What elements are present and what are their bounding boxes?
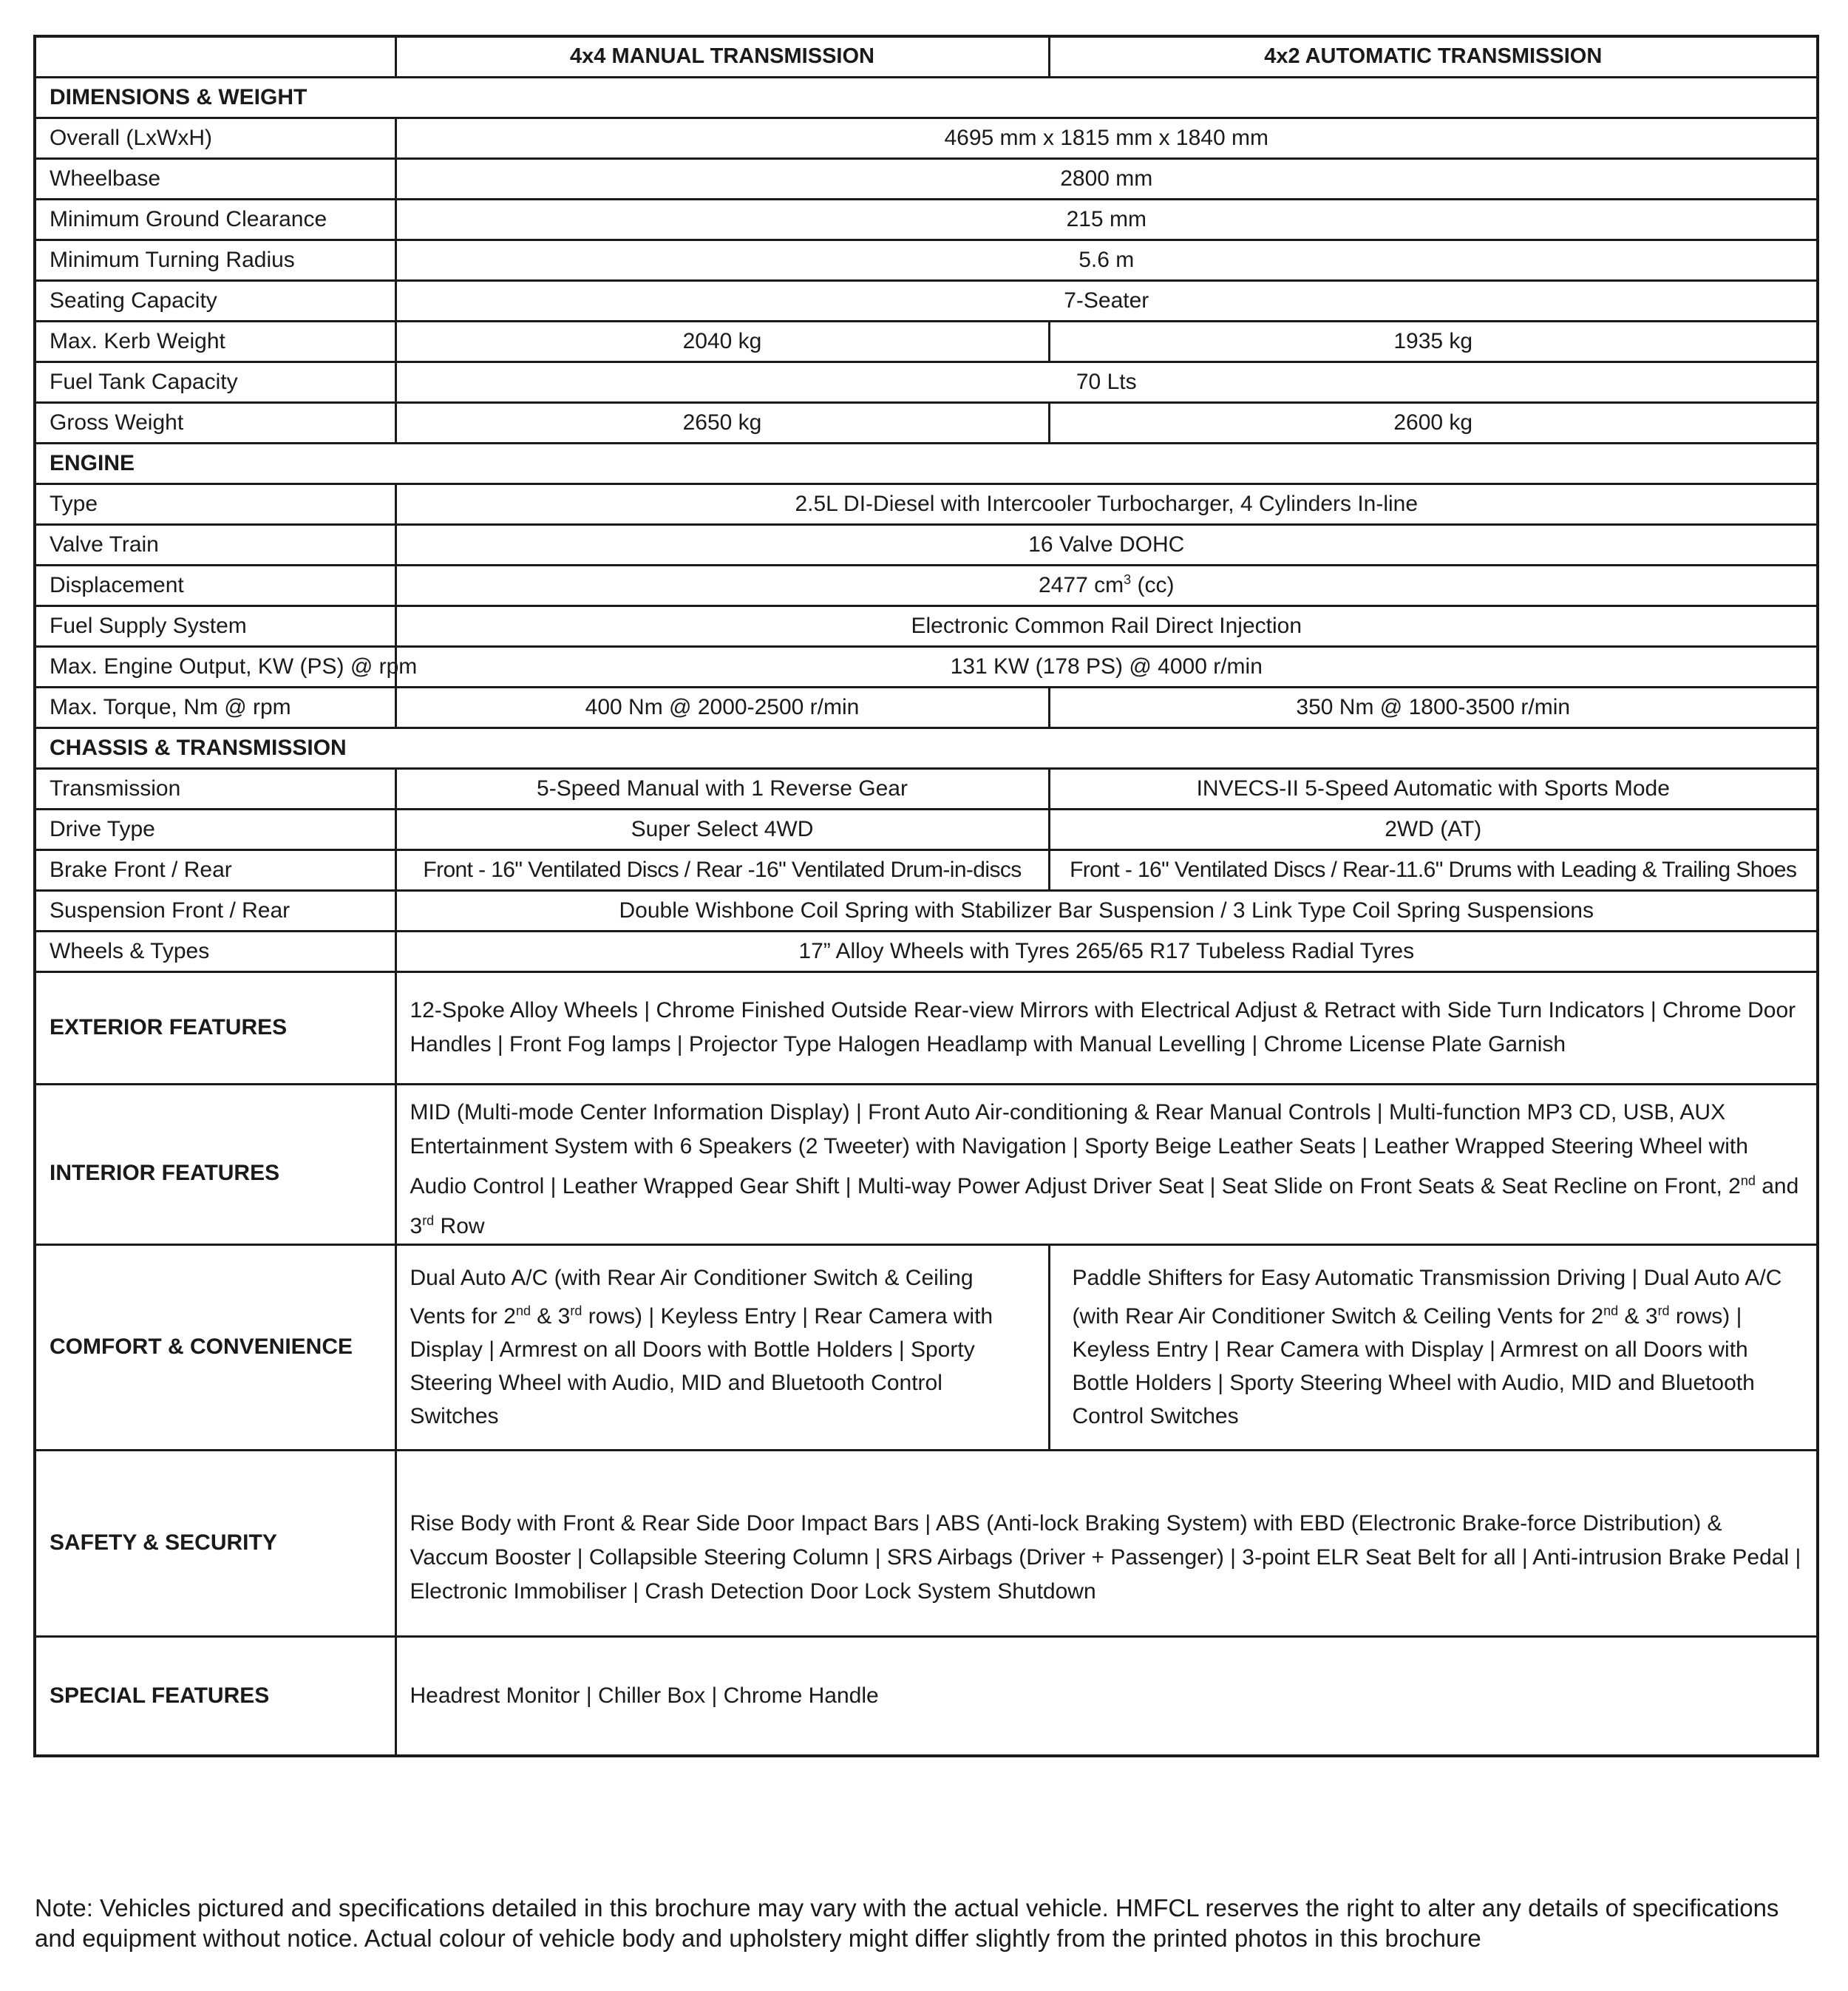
row-value: 2800 mm [395,158,1818,199]
comfort-text-part: & 3 [1618,1304,1658,1329]
row-label: Wheelbase [35,158,395,199]
safety-features-text: Rise Body with Front & Rear Side Door Impact Bars | ABS (Anti-lock Braking System) with EBD (Electronic Brake-force Distribution) & Vaccum Booster | Collapsible Steering Column | SRS Airbags (Driver + Passenger) | 3-point ELR Seat Belt for all | Anti-intrusion Brake Pedal | Electronic Immobiliser | Crash Detection Door Lock System Shutdown [395,1450,1818,1636]
table-row [35,321,1818,362]
section-title-special: SPECIAL FEATURES [35,1636,395,1756]
row-label: Overall (LxWxH) [35,118,395,158]
section-title-comfort: COMFORT & CONVENIENCE [35,1244,395,1450]
row-value-manual: 5-Speed Manual with 1 Reverse Gear [395,768,1049,809]
superscript: rd [1657,1303,1670,1318]
header-blank-cell [35,36,395,77]
column-header-automatic: 4x2 AUTOMATIC TRANSMISSION [1049,36,1818,77]
section-row-chassis [35,727,1818,768]
table-row [35,199,1818,240]
interior-features-row [35,1084,1818,1244]
section-title-safety: SAFETY & SECURITY [35,1450,395,1636]
row-value: 16 Valve DOHC [395,524,1818,565]
row-label: Wheels & Types [35,931,395,971]
row-label: Suspension Front / Rear [35,890,395,931]
table-row [35,280,1818,321]
row-value-automatic: 350 Nm @ 1800-3500 r/min [1049,687,1818,727]
column-header-manual: 4x4 MANUAL TRANSMISSION [395,36,1049,77]
row-label: Valve Train [35,524,395,565]
row-label: Fuel Tank Capacity [35,362,395,402]
disclaimer-note: Note: Vehicles pictured and specifications detailed in this brochure may vary with the actual vehicle. HMFCL reserves the right to alter any details of specifications and equipment without notice. Actual colour of vehicle body and upholstery might differ slightly from the printed photos in this brochure [35,1894,1779,1952]
comfort-text-manual [395,1244,1049,1450]
interior-features-text [395,1084,1818,1244]
row-value: 70 Lts [395,362,1818,402]
specifications-table [33,35,1819,1757]
row-value-manual: 2040 kg [395,321,1049,362]
row-label: Minimum Ground Clearance [35,199,395,240]
section-title-dimensions: DIMENSIONS & WEIGHT [35,77,1818,118]
row-value-manual: Front - 16" Ventilated Discs / Rear -16" Ventilated Drum-in-discs [395,849,1049,890]
superscript: 3 [1124,572,1132,587]
row-label: Seating Capacity [35,280,395,321]
section-row-engine [35,443,1818,484]
table-row [35,484,1818,524]
section-title-exterior: EXTERIOR FEATURES [35,971,395,1084]
row-label: Displacement [35,565,395,606]
superscript: rd [422,1212,435,1228]
section-title-chassis: CHASSIS & TRANSMISSION [35,727,1818,768]
row-label: Max. Kerb Weight [35,321,395,362]
exterior-features-text: 12-Spoke Alloy Wheels | Chrome Finished Outside Rear-view Mirrors with Electrical Adjust & Retract with Side Turn Indicators | Chrome Door Handles | Front Fog lamps | Projector Type Halogen Headlamp with Manual Levelling | Chrome License Plate Garnish [395,971,1818,1084]
row-value: 131 KW (178 PS) @ 4000 r/min [395,646,1818,687]
special-row [35,1636,1818,1756]
row-value: 5.6 m [395,240,1818,280]
table-row [35,240,1818,280]
comfort-row [35,1244,1818,1450]
row-value: Electronic Common Rail Direct Injection [395,606,1818,646]
row-label: Minimum Turning Radius [35,240,395,280]
row-value: 7-Seater [395,280,1818,321]
table-row [35,646,1818,687]
interior-text-part: and 3 [410,1173,1799,1238]
row-value-manual: Super Select 4WD [395,809,1049,849]
section-row-dimensions [35,77,1818,118]
row-value: 4695 mm x 1815 mm x 1840 mm [395,118,1818,158]
interior-text-part: Row [434,1213,485,1238]
table-row [35,809,1818,849]
special-features-text: Headrest Monitor | Chiller Box | Chrome Handle [395,1636,1818,1756]
row-value [395,565,1818,606]
row-value-automatic: Front - 16" Ventilated Discs / Rear-11.6" Drums with Leading & Trailing Shoes [1049,849,1818,890]
comfort-text-automatic [1049,1244,1818,1450]
displacement-unit: (cc) [1131,573,1175,597]
row-value-manual: 2650 kg [395,402,1049,443]
row-value: 17” Alloy Wheels with Tyres 265/65 R17 Tubeless Radial Tyres [395,931,1818,971]
table-row [35,687,1818,727]
row-value: 215 mm [395,199,1818,240]
row-label: Type [35,484,395,524]
superscript: nd [1740,1173,1756,1188]
superscript: nd [515,1303,531,1318]
row-label: Transmission [35,768,395,809]
row-value-automatic: 2WD (AT) [1049,809,1818,849]
table-row [35,565,1818,606]
row-value-automatic: 1935 kg [1049,321,1818,362]
safety-row [35,1450,1818,1636]
interior-text-part: MID (Multi-mode Center Information Display) | Front Auto Air-conditioning & Rear Manual Controls | Multi-function MP3 CD, USB, AUX Entertainment System with 6 Speakers (2 Tweeter) with Navigation | Sporty Beige Leather Seats | Leather Wrapped Steering Wheel with Audio Control | Leather Wrapped Gear Shift | Multi-way Power Adjust Driver Seat | Seat Slide on Front Seats & Seat Recline on Front, 2 [410,1099,1748,1198]
table-row [35,849,1818,890]
row-label: Max. Engine Output, KW (PS) @ rpm [35,646,395,687]
exterior-features-row [35,971,1818,1084]
row-label: Brake Front / Rear [35,849,395,890]
table-row [35,362,1818,402]
comfort-text-part: & 3 [530,1304,571,1329]
row-label: Drive Type [35,809,395,849]
superscript: rd [570,1303,582,1318]
row-label: Fuel Supply System [35,606,395,646]
comfort-text-part: rows) | Keyless Entry | Rear Camera with Display | Armrest on all Doors with Bottle Holders | Sporty Steering Wheel with Audio, MID and Bluetooth Control Switches [410,1304,993,1428]
row-value-manual: 400 Nm @ 2000-2500 r/min [395,687,1049,727]
table-row [35,524,1818,565]
row-label: Max. Torque, Nm @ rpm [35,687,395,727]
comfort-text-part: Paddle Shifters for Easy Automatic Transmission Driving | Dual Auto A/C (with Rear Air Conditioner Switch & Ceiling Vents for 2 [1072,1266,1782,1329]
displacement-value: 2477 cm [1039,573,1124,597]
comfort-text-part: rows) | Keyless Entry | Rear Camera with Display | Armrest on all Doors with Bottle Holders | Sporty Steering Wheel with Audio, MID and Bluetooth Control Switches [1072,1304,1755,1428]
row-value: Double Wishbone Coil Spring with Stabilizer Bar Suspension / 3 Link Type Coil Spring Suspensions [395,890,1818,931]
section-title-interior: INTERIOR FEATURES [35,1084,395,1244]
table-row [35,931,1818,971]
table-row [35,158,1818,199]
row-value: 2.5L DI-Diesel with Intercooler Turbocharger, 4 Cylinders In-line [395,484,1818,524]
row-label: Gross Weight [35,402,395,443]
table-header-row [35,36,1818,77]
row-value-automatic: INVECS-II 5-Speed Automatic with Sports Mode [1049,768,1818,809]
superscript: nd [1603,1303,1619,1318]
section-title-engine: ENGINE [35,443,1818,484]
table-row [35,768,1818,809]
comfort-text-part: Dual Auto A/C (with Rear Air Conditioner Switch & Ceiling Vents for 2 [410,1266,974,1329]
table-row [35,118,1818,158]
row-value-automatic: 2600 kg [1049,402,1818,443]
table-row [35,402,1818,443]
table-row [35,890,1818,931]
table-row [35,606,1818,646]
